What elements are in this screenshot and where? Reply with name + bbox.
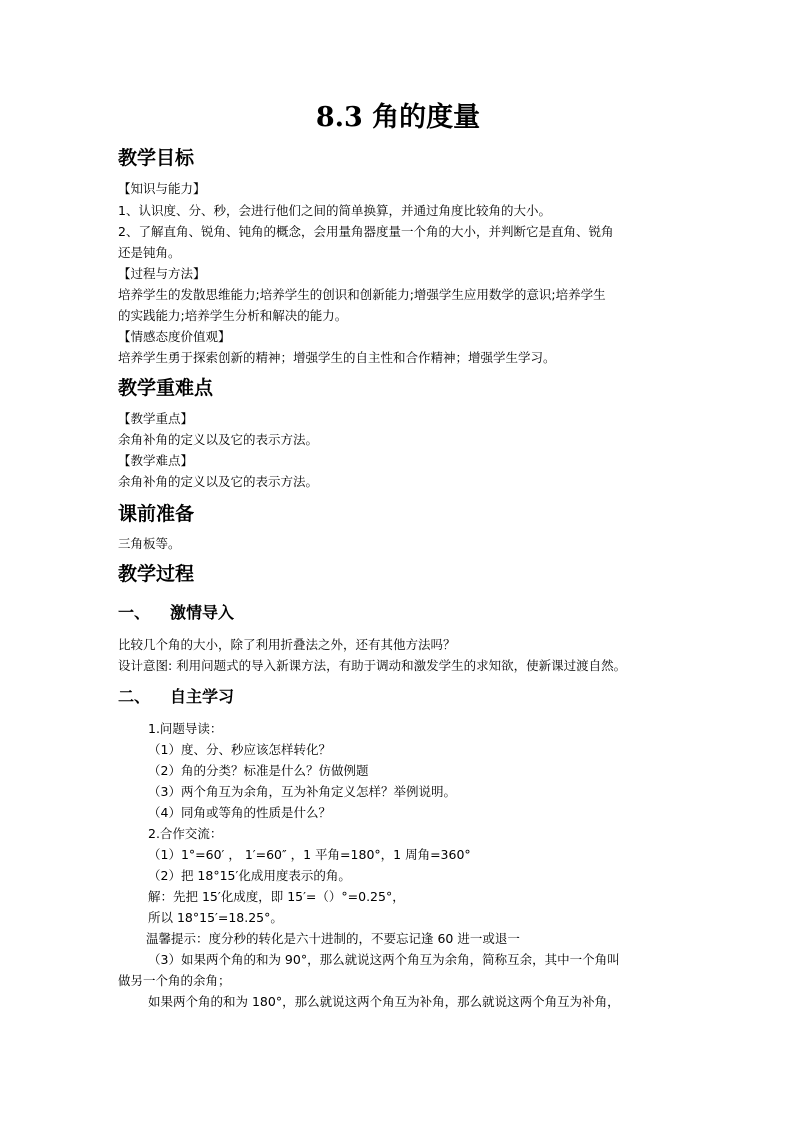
cooperation-item: （2）把 18°15′化成用度表示的角。 (148, 868, 351, 883)
objective-line: 培养学生勇于探索创新的精神；增强学生的自主性和合作精神；增强学生学习。 (118, 350, 556, 365)
question-item: （3）两个角互为余角，互为补角定义怎样？举例说明。 (148, 784, 456, 799)
question-heading: 1.问题导读： (148, 721, 223, 736)
cooperation-item: 解：先把 15′化成度，即 15′=（）°=0.25°， (148, 889, 405, 904)
label-focus: 【教学重点】 (118, 411, 194, 426)
page-title: 8.3 角的度量 (315, 102, 481, 133)
objective-line: 的实践能力;培养学生分析和解决的能力。 (118, 308, 348, 323)
label-emotion: 【情感态度价值观】 (118, 329, 231, 344)
label-process: 【过程与方法】 (118, 266, 206, 281)
cooperation-item: （1）1°=60′ ， 1′=60″ ，1 平角=180°，1 周角=360° (148, 847, 471, 862)
difficulty-text: 余角补角的定义以及它的表示方法。 (118, 474, 319, 489)
cooperation-item: （3）如果两个角的和为 90°，那么就说这两个角互为余角，简称互余，其中一个角叫 (148, 952, 620, 967)
cooperation-item: 如果两个角的和为 180°，那么就说这两个角互为补角，那么就说这两个角互为补角， (148, 994, 620, 1009)
objective-line: 还是钝角。 (118, 245, 181, 260)
heading-objectives: 教学目标 (118, 147, 195, 169)
heading-process: 教学过程 (118, 563, 195, 585)
label-knowledge: 【知识与能力】 (118, 181, 206, 196)
objective-line: 培养学生的发散思维能力;培养学生的创识和创新能力;增强学生应用数学的意识;培养学生 (118, 287, 606, 302)
cooperation-item: 所以 18°15′=18.25°。 (148, 910, 283, 925)
heading-key-points: 教学重难点 (118, 377, 214, 399)
tip-text: 温馨提示：度分秒的转化是六十进制的，不要忘记逢 60 进一或退一 (146, 931, 520, 946)
intro-line: 设计意图: 利用问题式的导入新课方法，有助于调动和激发学生的求知欲，使新课过渡自然。 (118, 658, 627, 673)
heading-prep: 课前准备 (118, 503, 195, 525)
intro-line: 比较几个角的大小，除了利用折叠法之外，还有其他方法吗？ (118, 637, 456, 652)
prep-text: 三角板等。 (118, 536, 181, 551)
objective-line: 2、了解直角、锐角、钝角的概念，会用量角器度量一个角的大小，并判断它是直角、锐角 (118, 224, 614, 239)
cooperation-heading: 2.合作交流： (148, 826, 223, 841)
subheading-intro (118, 602, 234, 624)
subheading-number: 二、 (118, 687, 151, 706)
question-item: （2）角的分类？标准是什么？仿做例题 (148, 763, 369, 778)
subheading-title: 自主学习 (170, 687, 235, 706)
subheading-self-study (118, 686, 234, 708)
question-item: （4）同角或等角的性质是什么？ (148, 805, 331, 820)
subheading-number: 一、 (118, 603, 151, 622)
subheading-title: 激情导入 (170, 603, 235, 622)
label-difficulty: 【教学难点】 (118, 453, 194, 468)
question-item: （1）度、分、秒应该怎样转化？ (148, 742, 331, 757)
cooperation-item: 做另一个角的余角； (118, 973, 231, 988)
objective-line: 1、认识度、分、秒，会进行他们之间的简单换算，并通过角度比较角的大小。 (118, 203, 551, 218)
focus-text: 余角补角的定义以及它的表示方法。 (118, 432, 319, 447)
